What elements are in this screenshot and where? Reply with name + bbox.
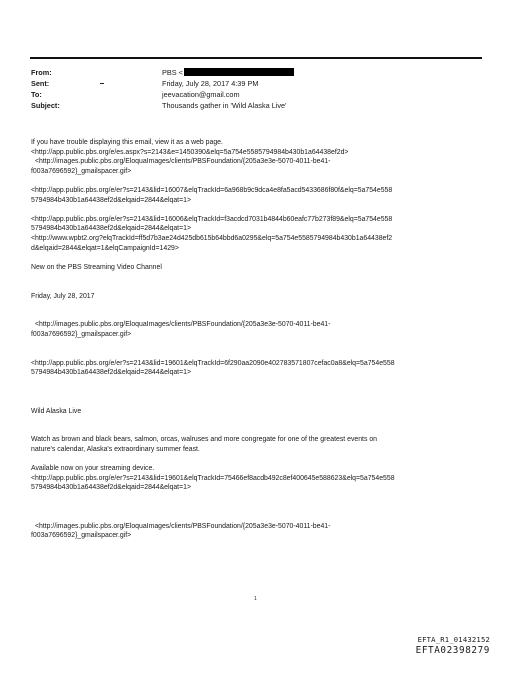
sent-value: Friday, July 28, 2017 4:39 PM xyxy=(162,79,259,88)
to-row xyxy=(31,89,481,100)
redaction-bar xyxy=(184,68,294,76)
sent-label: Sent: xyxy=(31,78,89,89)
body-line: <http://images.public.pbs.org/EloquaImages/clients/PBSFoundation/{205a3e3e-5070-4011-be41- xyxy=(35,522,331,530)
blank-line xyxy=(31,272,491,282)
blank-line xyxy=(31,397,491,407)
body-line: Available now on your streaming device. xyxy=(31,465,155,473)
subject-row xyxy=(31,100,481,111)
body-line: Wild Alaska Live xyxy=(31,407,82,415)
email-body xyxy=(31,138,491,541)
body-line: <http://app.public.pbs.org/e/es.aspx?s=2143&e=1450390&elq=5a754e5585794984b430b1a64438ef2d> xyxy=(31,148,349,156)
body-line: If you have trouble displaying this email, view it as a web page. xyxy=(31,139,223,146)
blank-line xyxy=(31,378,491,388)
body-line: 5794984b430b1a64438ef2d&elqaid=2844&elqat=1> xyxy=(31,196,191,204)
body-line: 5794984b430b1a64438ef2d&elqaid=2844&elqat=1> xyxy=(31,225,191,233)
body-line: Friday, July 28, 2017 xyxy=(31,292,95,300)
bates-number-secondary: EFTA02398279 xyxy=(415,645,490,656)
blank-line xyxy=(31,493,491,503)
from-value: PBS < xyxy=(162,67,294,78)
to-label: To: xyxy=(31,90,42,99)
body-line: d&elqaid=2844&elqat=1&elqCampaignId=1429> xyxy=(31,244,179,252)
body-line: <http://images.public.pbs.org/EloquaImages/clients/PBSFoundation/{205a3e3e-5070-4011-be41- xyxy=(35,158,331,166)
page-number: 1 xyxy=(254,596,257,602)
blank-line xyxy=(31,512,491,522)
body-line: Watch as brown and black bears, salmon, orcas, walruses and more congregate for one of the greatest events on xyxy=(31,436,377,444)
email-header xyxy=(31,67,481,111)
blank-line xyxy=(31,339,491,349)
body-line: nature's calendar, Alaska's extraordinary summer feast. xyxy=(31,446,200,453)
body-line: f003a7696592}_gmailspacer.gif> xyxy=(31,330,132,338)
blank-line xyxy=(31,301,491,311)
from-row xyxy=(31,67,481,78)
subject-label: Subject: xyxy=(31,101,60,110)
body-line: <http://app.public.pbs.org/e/er?s=2143&lid=16007&elqTrackId=6a968b9c9dca4e8fa5acd5433686f80f&elq=5a754e558 xyxy=(31,186,393,194)
body-line: <http://app.public.pbs.org/e/er?s=2143&lid=16006&elqTrackId=f3acdcd7031b4844b60eafc77b273f89&elq=5a754e558 xyxy=(31,215,393,223)
to-value: jeevacation@gmail.com xyxy=(162,90,240,99)
from-label: From: xyxy=(31,68,52,77)
body-line: <http://app.public.pbs.org/e/er?s=2143&lid=19601&elqTrackId=6f290aa2090e402783571807cefac0a8&elq=5a754e558 xyxy=(31,359,395,367)
blank-line xyxy=(31,349,491,359)
body-line: f003a7696592}_gmailspacer.gif> xyxy=(31,167,132,175)
blank-line xyxy=(31,416,491,426)
body-line: 5794984b430b1a64438ef2d&elqaid=2844&elqat=1> xyxy=(31,369,191,377)
body-line: <http://www.wpbt2.org?elqTrackId=ff5d7b3ae24d425db615b64bbd6a0295&elq=5a754e5585794984b430b1a64438ef2 xyxy=(31,234,393,242)
body-line: 5794984b430b1a64438ef2d&elqaid=2844&elqat=1> xyxy=(31,484,191,492)
redaction-mark xyxy=(100,83,104,84)
sent-row xyxy=(31,78,481,89)
blank-line xyxy=(31,455,491,465)
body-line: f003a7696592}_gmailspacer.gif> xyxy=(31,532,132,540)
body-line: <http://app.public.pbs.org/e/er?s=2143&lid=19601&elqTrackId=75466ef8acdb492c8ef400645e588623&elq=5a754e558 xyxy=(31,474,395,482)
body-line: New on the PBS Streaming Video Channel xyxy=(31,263,162,271)
bates-footer xyxy=(416,635,490,656)
subject-value: Thousands gather in 'Wild Alaska Live' xyxy=(162,101,287,110)
blank-line xyxy=(31,387,491,397)
header-divider xyxy=(30,57,482,59)
blank-line xyxy=(31,205,491,215)
body-line: <http://images.public.pbs.org/EloquaImages/clients/PBSFoundation/{205a3e3e-5070-4011-be41- xyxy=(35,321,331,329)
blank-line xyxy=(31,503,491,513)
blank-line xyxy=(31,176,491,186)
blank-line xyxy=(31,311,491,321)
bates-number-primary: EFTA_R1_01432152 xyxy=(417,635,490,644)
blank-line xyxy=(31,282,491,292)
blank-line xyxy=(31,426,491,436)
blank-line xyxy=(31,253,491,263)
